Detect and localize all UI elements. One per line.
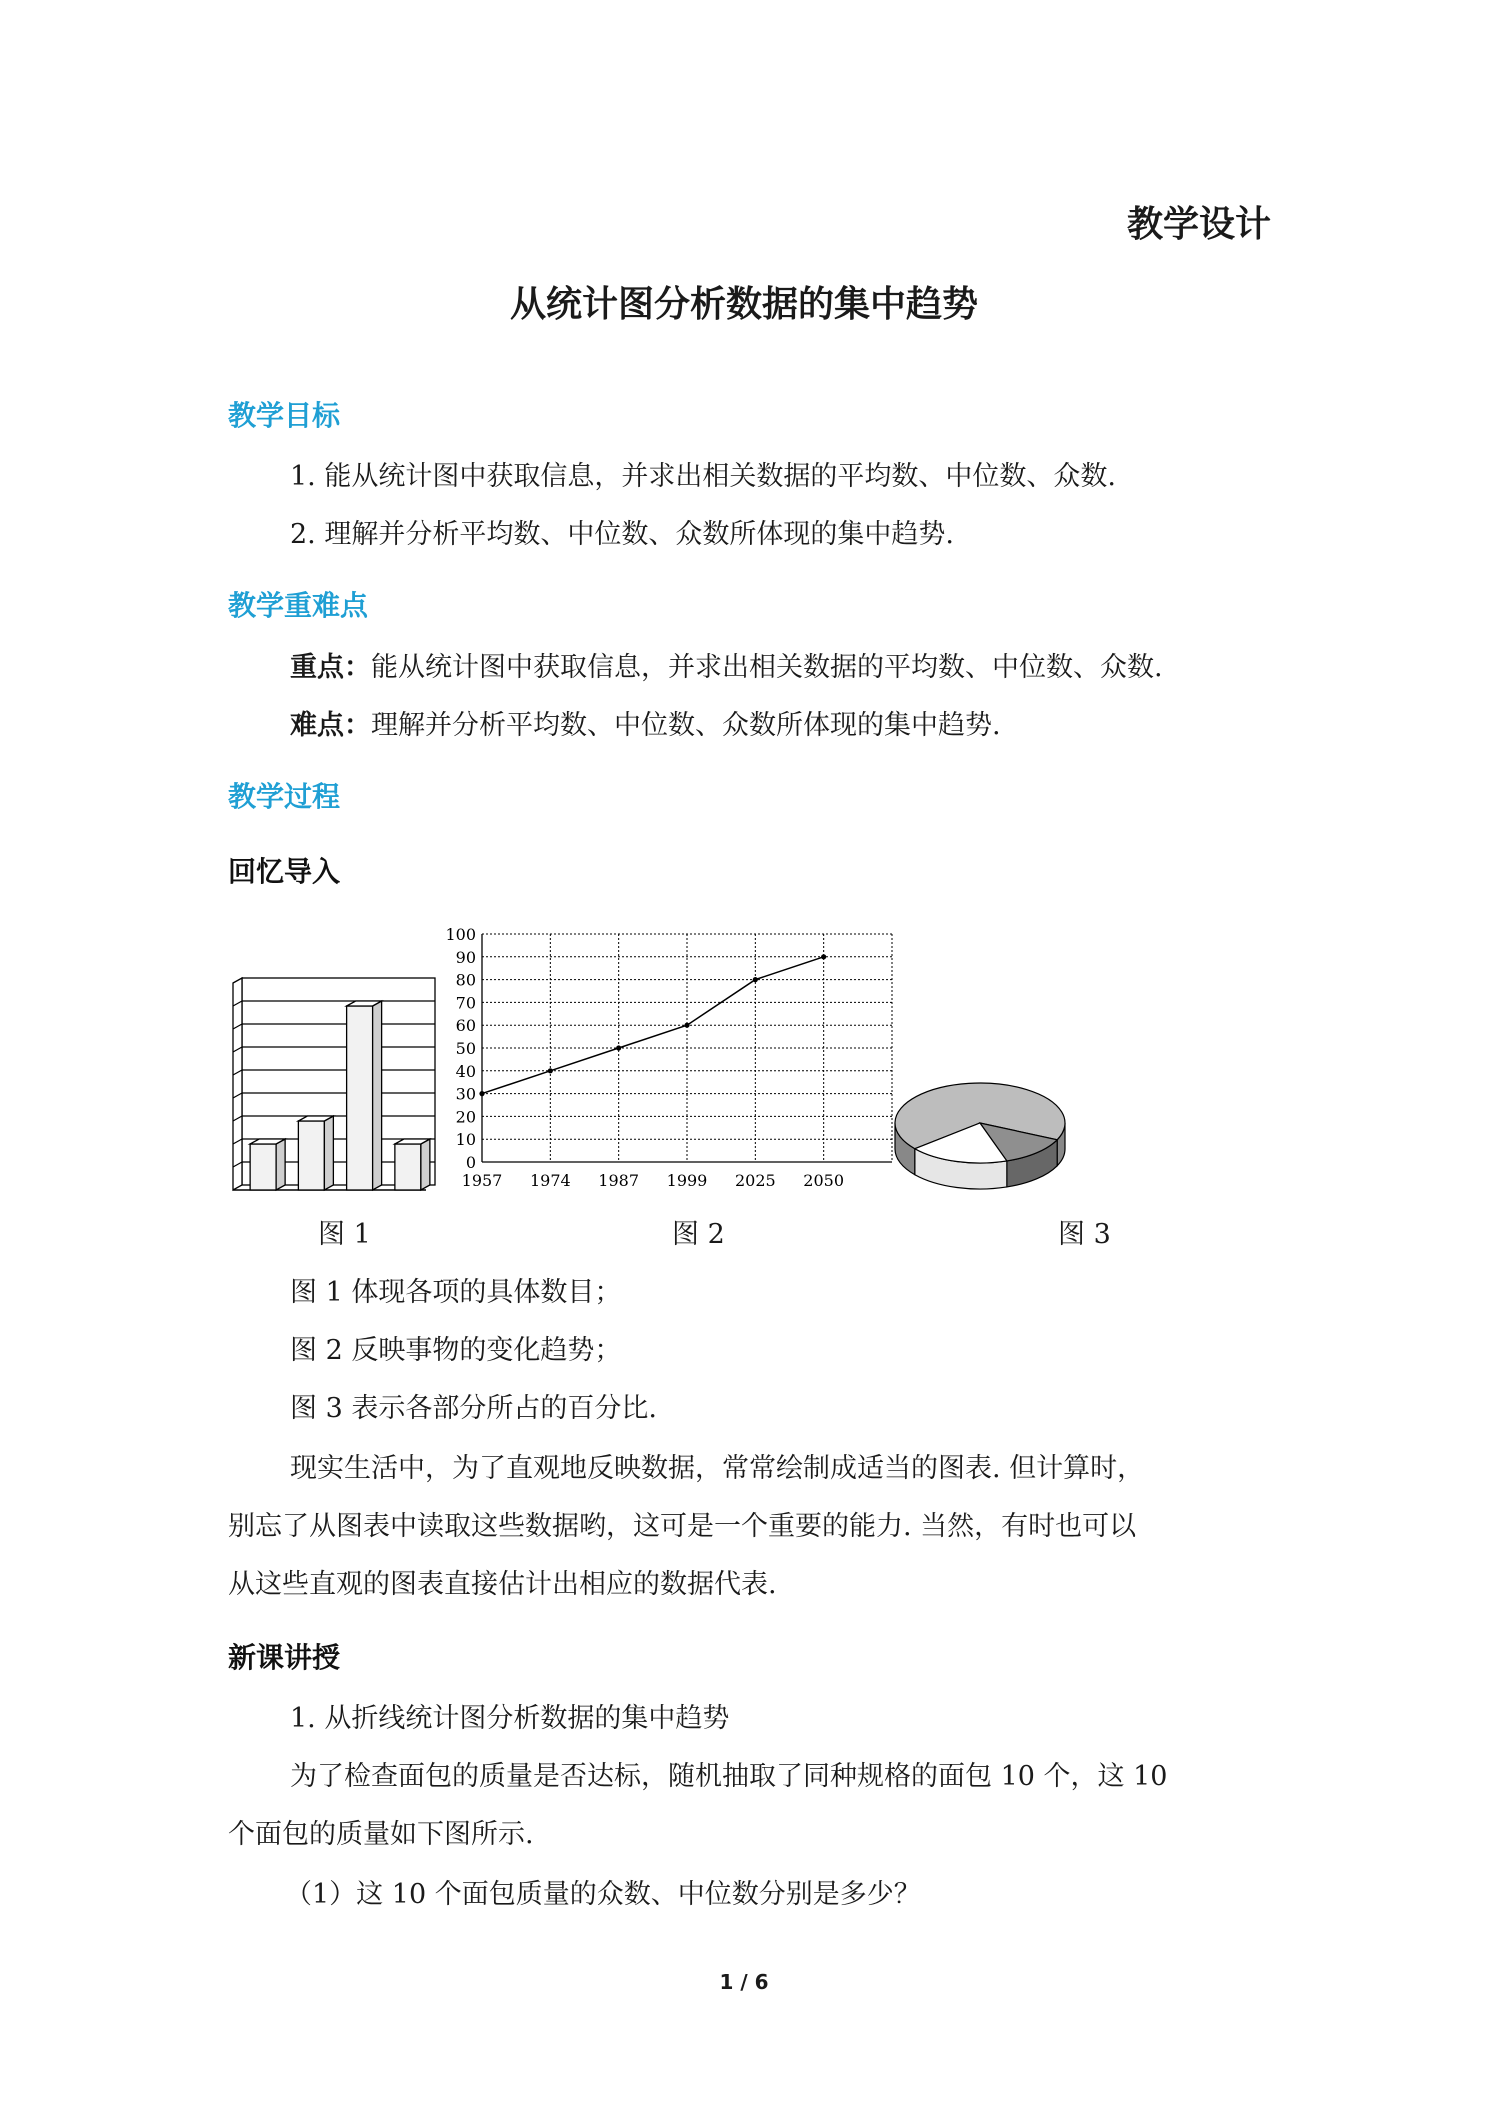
new-lesson-question-1: （1）这 10 个面包质量的众数、中位数分别是多少？ <box>285 1879 921 1910</box>
x-tick-label: 1974 <box>529 1171 571 1190</box>
objective-item-2: 2. 理解并分析平均数、中位数、众数所体现的集中趋势. <box>290 519 954 550</box>
bar-side <box>324 1116 333 1190</box>
y-tick-label: 90 <box>455 947 476 967</box>
x-tick-label: 1999 <box>666 1171 708 1190</box>
key-point-line <box>290 645 1163 684</box>
bar-front <box>347 1006 373 1190</box>
y-tick-label: 30 <box>455 1084 476 1104</box>
bar <box>395 1139 430 1190</box>
figure-1-plot <box>233 978 435 1190</box>
figure-1-caption: 图 1 <box>318 1219 371 1250</box>
y-tick-label: 10 <box>455 1130 476 1150</box>
y-tick-label: 100 <box>445 925 476 944</box>
figure-2-description: 图 2 反映事物的变化趋势； <box>290 1335 622 1366</box>
review-paragraph-line-3: 从这些直观的图表直接估计出相应的数据代表. <box>228 1569 777 1600</box>
figure-2-caption: 图 2 <box>672 1219 725 1250</box>
data-point <box>821 954 826 959</box>
y-tick-label: 50 <box>455 1039 476 1058</box>
bar-front <box>298 1121 324 1190</box>
data-point <box>684 1023 689 1028</box>
y-tick-label: 0 <box>465 1153 476 1172</box>
x-tick-label: 2025 <box>734 1171 776 1190</box>
y-tick-label: 40 <box>455 1061 476 1081</box>
figure-1-description: 图 1 体现各项的具体数目； <box>290 1277 622 1308</box>
figure-2-line-chart <box>440 922 900 1194</box>
data-point <box>753 977 758 982</box>
data-point <box>479 1091 484 1096</box>
bar-front <box>250 1144 276 1190</box>
new-lesson-paragraph-line-2: 个面包的质量如下图所示. <box>228 1819 534 1850</box>
bar-front <box>395 1144 421 1190</box>
bar-side <box>421 1139 430 1190</box>
x-tick-label: 2050 <box>803 1171 845 1190</box>
bar <box>347 1001 382 1190</box>
review-paragraph-line-2: 别忘了从图表中读取这些数据哟，这可是一个重要的能力. 当然，有时也可以 <box>228 1511 1137 1542</box>
heading-key-points: 教学重难点 <box>228 589 369 622</box>
key-point-text: 能从统计图中获取信息，并求出相关数据的平均数、中位数、众数. <box>371 652 1163 683</box>
y-tick-label: 70 <box>455 993 476 1013</box>
figure-3-pie-chart <box>890 1068 1070 1203</box>
bar-side <box>276 1139 285 1190</box>
review-paragraph-line-1: 现实生活中，为了直观地反映数据，常常绘制成适当的图表. 但计算时， <box>290 1453 1145 1484</box>
heading-objectives: 教学目标 <box>228 399 341 432</box>
bar-side <box>373 1001 382 1190</box>
figure-1-bar-chart <box>225 968 445 1193</box>
difficulty-text: 理解并分析平均数、中位数、众数所体现的集中趋势. <box>371 710 1001 741</box>
data-point <box>548 1068 553 1073</box>
x-tick-label: 1987 <box>598 1171 640 1190</box>
figure-3-caption: 图 3 <box>1058 1219 1111 1250</box>
bar <box>298 1116 333 1190</box>
objective-item-1: 1. 能从统计图中获取信息，并求出相关数据的平均数、中位数、众数. <box>290 461 1116 492</box>
data-point <box>616 1045 621 1050</box>
bar-chart-side-wall <box>233 978 242 1190</box>
figure-3-description: 图 3 表示各部分所占的百分比. <box>290 1393 657 1424</box>
figure-2-plot <box>445 925 892 1190</box>
y-tick-label: 80 <box>455 970 476 990</box>
figure-3-plot <box>895 1083 1065 1189</box>
difficulty-line <box>290 703 1001 742</box>
heading-process: 教学过程 <box>228 780 341 813</box>
y-tick-label: 20 <box>455 1107 476 1127</box>
bar <box>250 1139 285 1190</box>
difficulty-label: 难点： <box>290 710 371 741</box>
heading-review: 回忆导入 <box>228 855 341 888</box>
y-tick-label: 60 <box>455 1016 476 1036</box>
new-lesson-paragraph-line-1: 为了检查面包的质量是否达标，随机抽取了同种规格的面包 10 个，这 10 <box>290 1761 1168 1792</box>
new-lesson-subheading: 1. 从折线统计图分析数据的集中趋势 <box>290 1703 730 1734</box>
document-type-label: 教学设计 <box>1126 204 1271 245</box>
heading-new-lesson: 新课讲授 <box>228 1641 341 1674</box>
page-number: 1 / 6 <box>719 1970 769 1994</box>
page-title: 从统计图分析数据的集中趋势 <box>509 284 978 325</box>
series-line <box>482 957 824 1094</box>
x-tick-label: 1957 <box>461 1171 503 1190</box>
key-point-label: 重点： <box>290 652 371 683</box>
